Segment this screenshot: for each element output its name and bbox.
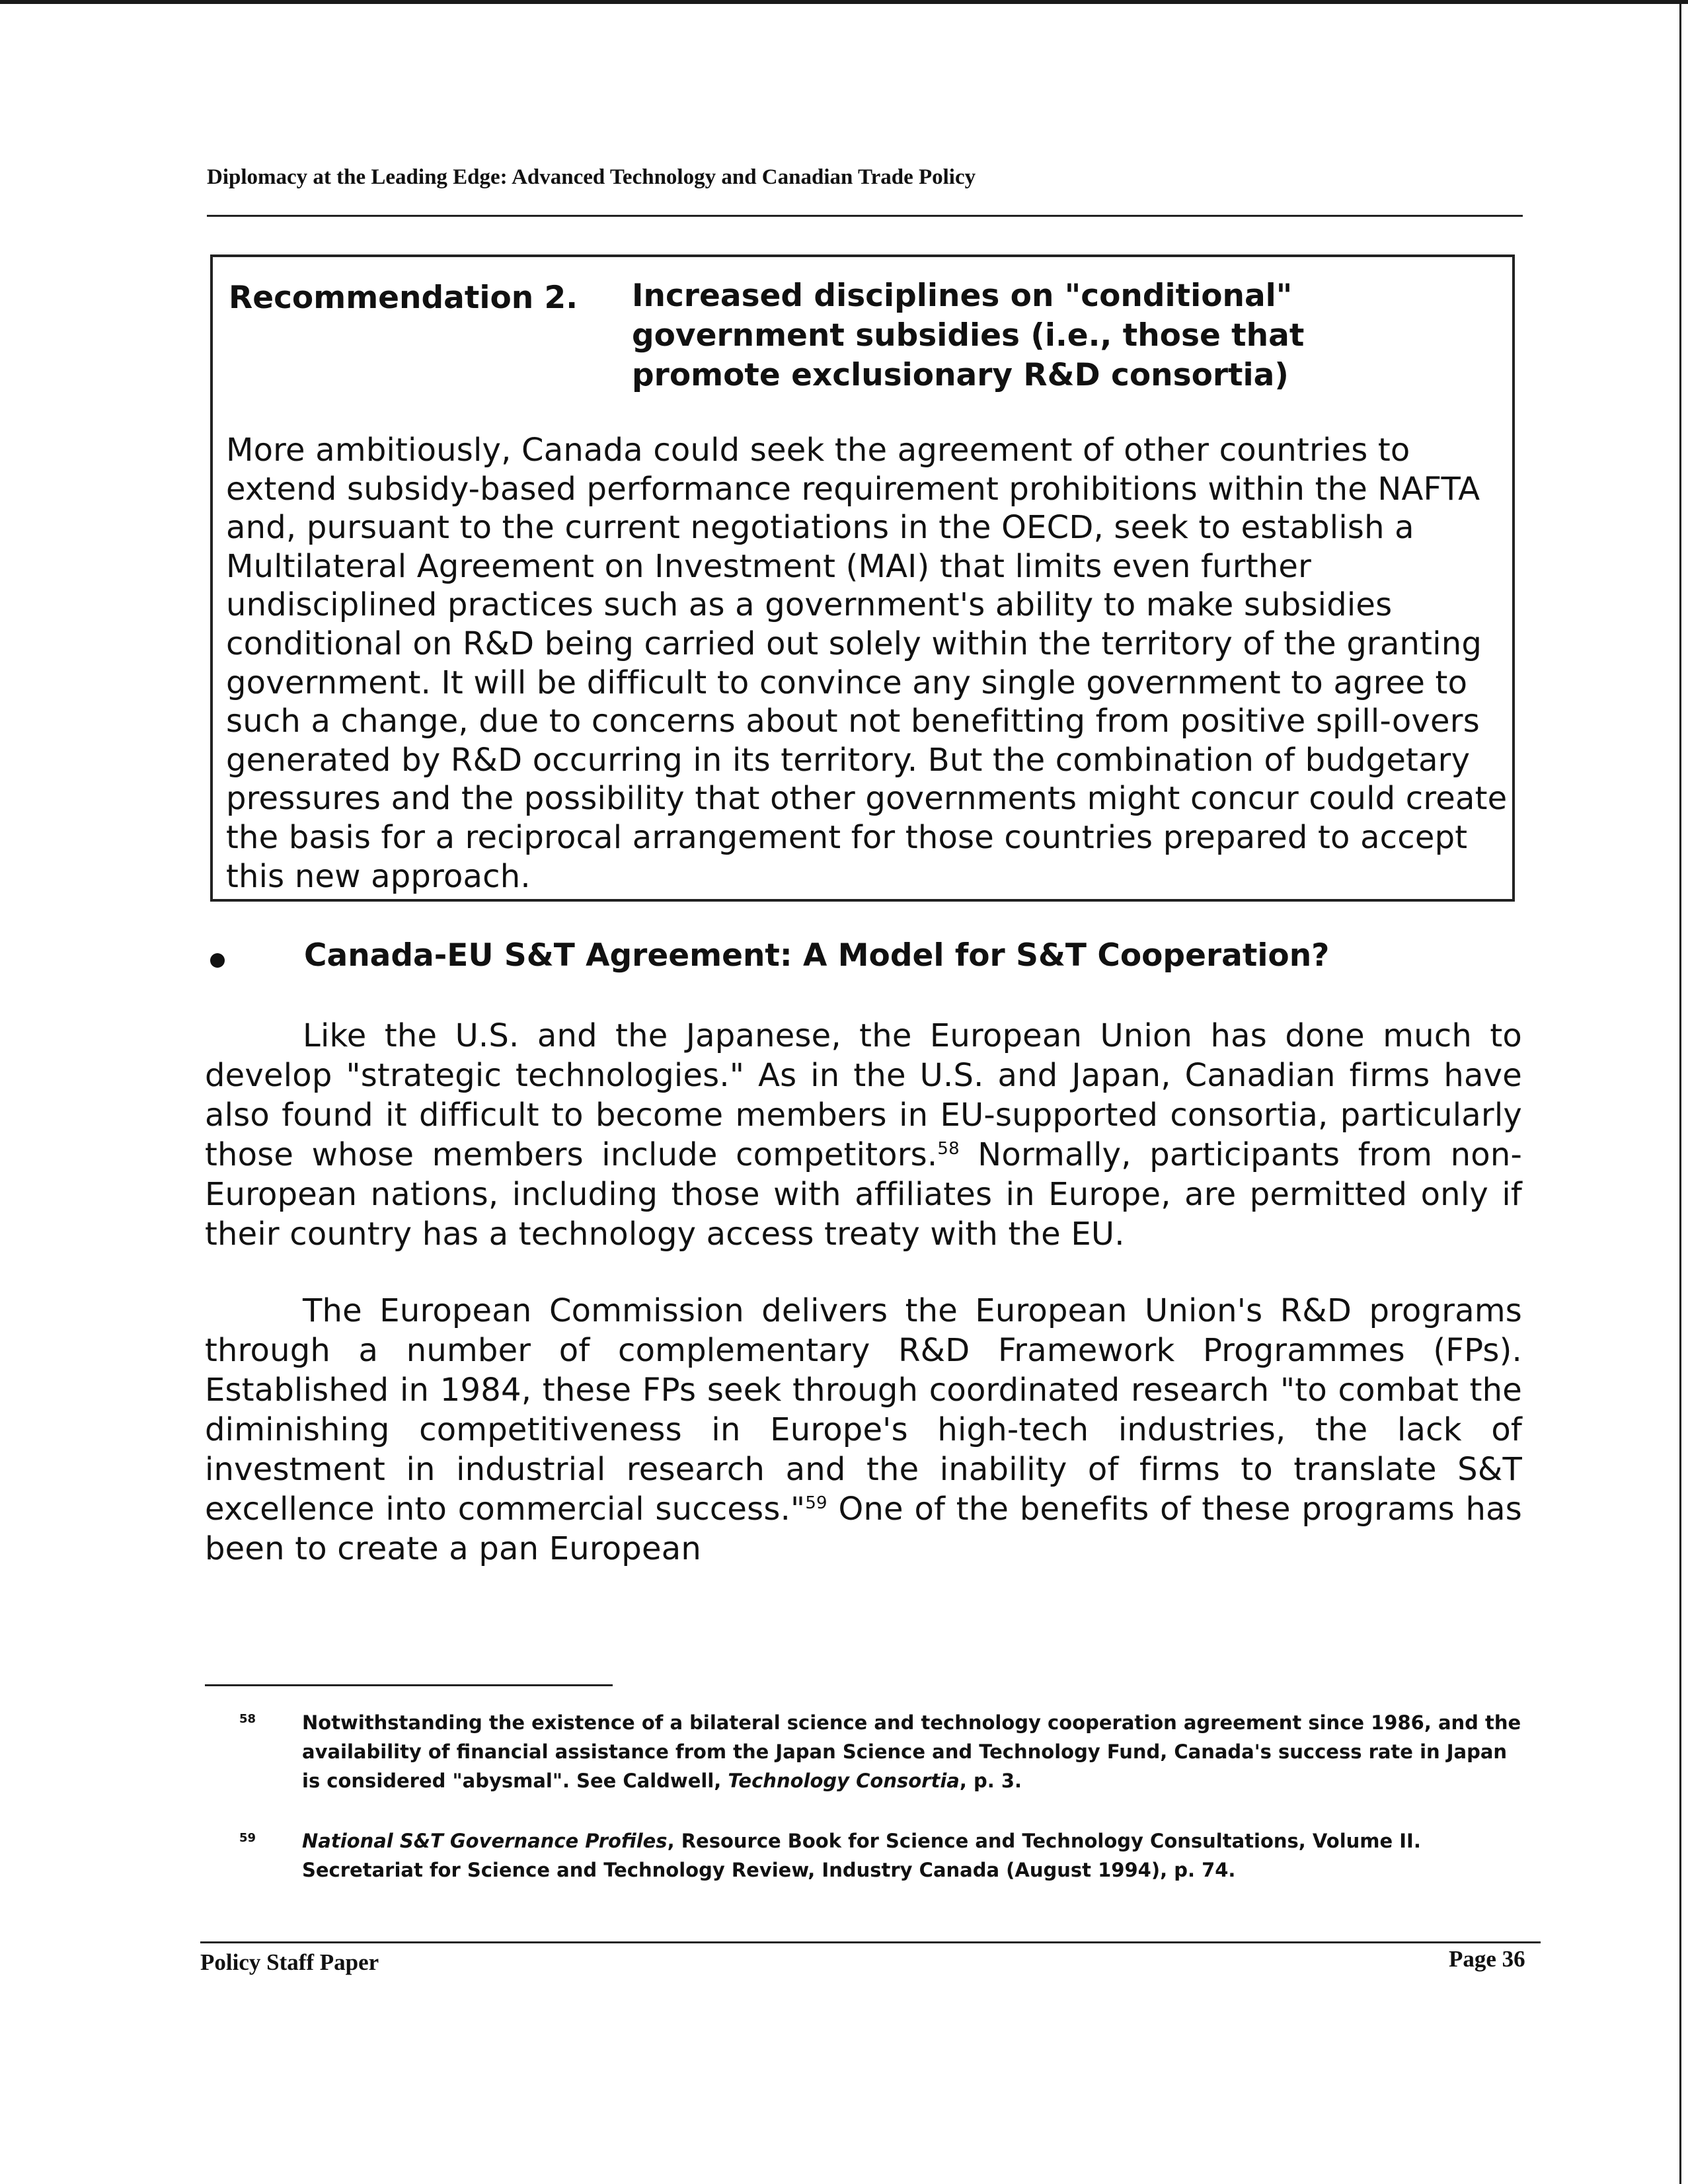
page-number: Page 36 — [1449, 1946, 1525, 1972]
footnote-citation-title: Technology Consortia — [728, 1770, 960, 1792]
bullet-icon — [210, 953, 225, 968]
footnote-separator — [205, 1684, 613, 1686]
running-head: Diplomacy at the Leading Edge: Advanced Technology and Canadian Trade Policy — [207, 165, 976, 189]
footnote-number-59: 59 — [239, 1831, 256, 1845]
recommendation-body: More ambitiously, Canada could seek the agreement of other countries to extend subsidy-based performance requirement prohibitions within the NAFTA and, pursuant to the current negotiations in the OECD, seek to establish a Multilateral Agreement on Investment (MAI) that limits even further undisciplined practices such as a government's ability to make subsidies conditional on R&D being carried out solely within the territory of the granting government. It will be difficult to convince any single government to agree to such a change, due to concerns about not benefitting from positive spill-overs generated by R&D occurring in its territory. But the combination of budgetary pressures and the possibility that other governments might concur could create the basis for a reciprocal arrangement for those countries prepared to accept this new approach. — [226, 432, 1508, 895]
body-paragraph-1 — [205, 1016, 1522, 1254]
footnote-58 — [302, 1708, 1521, 1795]
footnote-citation-title: National S&T Governance Profiles — [302, 1830, 668, 1852]
footnote-ref-59: 59 — [805, 1493, 827, 1513]
section-heading: Canada-EU S&T Agreement: A Model for S&T Cooperation? — [304, 937, 1330, 974]
scan-right-edge — [1679, 0, 1681, 2184]
footnote-text: , Resource Book for Science and Technology Consultations, Volume II. Secretariat for Science and Technology Review, Industry Canada (August 1994), p. 74. — [302, 1830, 1421, 1881]
paragraph-text: Like the U.S. and the Japanese, the European Union has done much to develop "strategic technologies." As in the U.S. and Japan, Canadian firms have also found it difficult to become members in EU-supported consortia, particularly those whose members include competitors. — [205, 1017, 1522, 1173]
paragraph-text: Normally, participants from non-European nations, including those with affiliates in Europe, are permitted only if their country has a technology access treaty with the EU. — [205, 1136, 1522, 1253]
header-rule — [207, 215, 1523, 217]
footer-rule — [200, 1941, 1541, 1943]
body-paragraph-2 — [205, 1291, 1522, 1569]
footnote-59 — [302, 1826, 1521, 1885]
recommendation-title: Increased disciplines on "conditional" government subsidies (i.e., those that promote exclusionary R&D consortia) — [632, 278, 1305, 393]
footnote-text: Notwithstanding the existence of a bilateral science and technology cooperation agreement since 1986, and the availability of financial assistance from the Japan Science and Technology Fund, Canada's success rate in Japan is considered "abysmal". See Caldwell, — [302, 1711, 1521, 1792]
footer-publication: Policy Staff Paper — [200, 1949, 379, 1975]
paragraph-text: One of the benefits of these programs has been to create a pan European — [205, 1491, 1522, 1567]
footnote-ref-58: 58 — [937, 1139, 960, 1159]
paragraph-text: The European Commission delivers the European Union's R&D programs through a number of complementary R&D Framework Programmes (FPs). Established in 1984, these FPs seek through coordinated research "to combat the diminishing competitiveness in Europe's high-tech industries, the lack of investment in industrial research and the inability of firms to translate S&T excellence into commercial success." — [205, 1292, 1522, 1528]
footnote-number-58: 58 — [239, 1712, 256, 1726]
footnote-text: , p. 3. — [959, 1770, 1022, 1792]
scan-top-border — [0, 0, 1688, 4]
recommendation-label: Recommendation 2. — [229, 280, 578, 316]
